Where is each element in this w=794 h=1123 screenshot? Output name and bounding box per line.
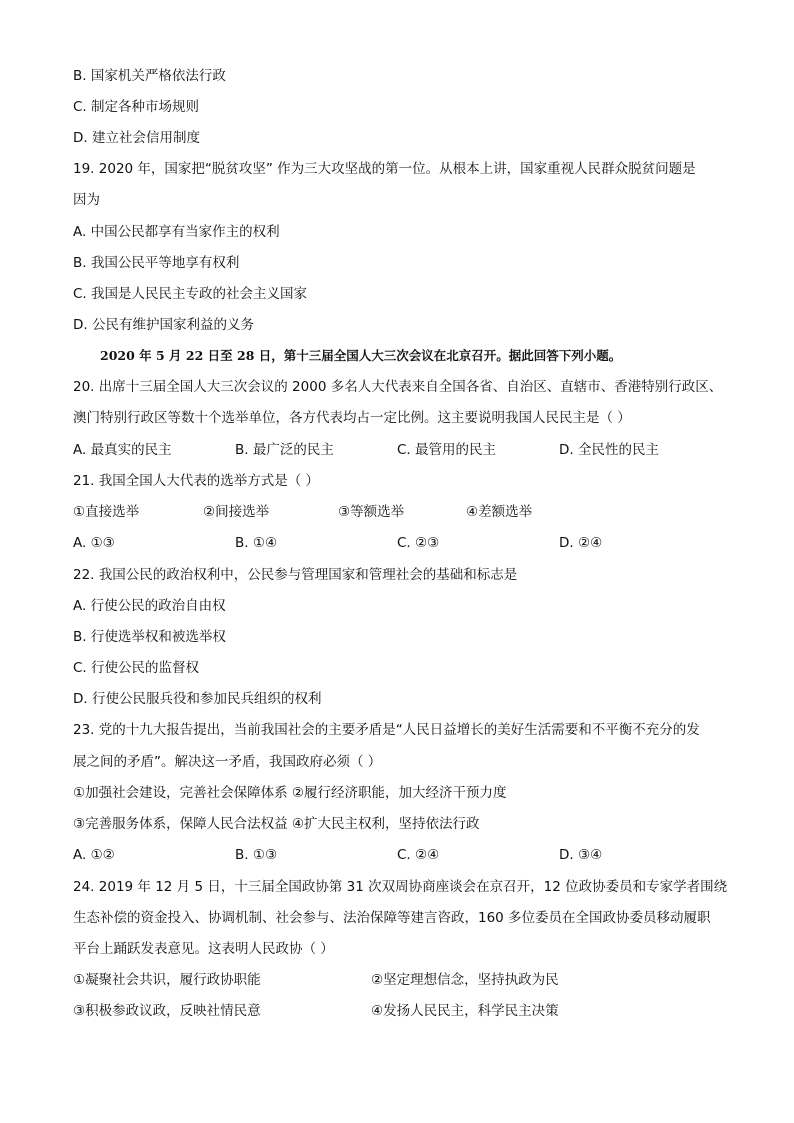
- q20-option-b: B. 最广泛的民主: [235, 442, 334, 458]
- q22-option-b: B. 行使选举权和被选举权: [73, 629, 226, 645]
- q23-option-d: D. ③④: [559, 847, 603, 863]
- q23-option-c: C. ②④: [397, 847, 440, 863]
- q22-option-d: D. 行使公民服兵役和参加民兵组织的权利: [73, 691, 322, 707]
- q24-stem: 24. 2019 年 12 月 5 日，十三届全国政协第 31 次双周协商座谈会在京召开，12 位政协委员和专家学者围绕: [73, 879, 728, 895]
- q19-option-b: B. 我国公民平等地享有权利: [73, 255, 240, 271]
- q22-option-a: A. 行使公民的政治自由权: [73, 598, 226, 614]
- q20-option-a: A. 最真实的民主: [73, 442, 172, 458]
- q23-stem-cont: 展之间的矛盾”。解决这一矛盾，我国政府必须（ ）: [73, 754, 382, 770]
- q21-item-3: ③等额选举: [338, 504, 405, 520]
- q24-items-row-2: [73, 1001, 559, 1021]
- q20-stem: 20. 出席十三届全国人大三次会议的 2000 多名人大代表来自全国各省、自治区、直辖市、香港特别行政区、: [73, 379, 723, 395]
- q21-option-d: D. ②④: [559, 535, 603, 551]
- q23-option-a: A. ①②: [73, 847, 115, 863]
- q21-option-c: C. ②③: [397, 535, 440, 551]
- q20-options: [73, 440, 659, 460]
- q21-option-a: A. ①③: [73, 535, 115, 551]
- q24-stem-cont-1: 生态补偿的资金投入、协调机制、社会参与、法治保障等建言咨政，160 多位委员在全国政协委员移动履职: [73, 910, 711, 926]
- q19-stem-cont: 因为: [73, 192, 100, 208]
- q18-option-d: D. 建立社会信用制度: [73, 130, 200, 146]
- q21-option-b: B. ①④: [235, 535, 278, 551]
- q24-item-2: ②坚定理想信念，坚持执政为民: [371, 972, 559, 988]
- q24-stem-cont-2: 平台上踊跃发表意见。这表明人民政协（ ）: [73, 941, 334, 957]
- q24-item-3: ③积极参政议政，反映社情民意: [73, 1003, 261, 1019]
- q21-item-2: ②间接选举: [203, 504, 270, 520]
- q21-options: [73, 533, 602, 553]
- q24-item-1: ①凝聚社会共识，履行政协职能: [73, 972, 261, 988]
- q23-items-1: ①加强社会建设，完善社会保障体系 ②履行经济职能，加大经济干预力度: [73, 785, 507, 801]
- q20-stem-cont: 澳门特别行政区等数十个选举单位，各方代表均占一定比例。这主要说明我国人民民主是（ ）: [73, 410, 631, 426]
- q22-stem: 22. 我国公民的政治权利中，公民参与管理国家和管理社会的基础和标志是: [73, 567, 518, 583]
- q20-option-c: C. 最管用的民主: [397, 442, 497, 458]
- q19-stem: 19. 2020 年，国家把“脱贫攻坚” 作为三大攻坚战的第一位。从根本上讲，国家重视人民群众脱贫问题是: [73, 161, 696, 177]
- q23-stem: 23. 党的十九大报告提出，当前我国社会的主要矛盾是“人民日益增长的美好生活需要和不平衡不充分的发: [73, 722, 700, 738]
- q19-option-a: A. 中国公民都享有当家作主的权利: [73, 224, 280, 240]
- q23-options: [73, 845, 602, 865]
- section-intro: 2020 年 5 月 22 日至 28 日，第十三届全国人大三次会议在北京召开。据此回答下列小题。: [100, 348, 622, 363]
- q24-item-4: ④发扬人民民主，科学民主决策: [371, 1003, 559, 1019]
- q24-items-row-1: [73, 970, 559, 990]
- q23-option-b: B. ①③: [235, 847, 278, 863]
- q19-option-d: D. 公民有维护国家利益的义务: [73, 317, 254, 333]
- q18-option-c: C. 制定各种市场规则: [73, 99, 200, 115]
- q21-item-4: ④差额选举: [466, 504, 533, 520]
- q21-items: [73, 502, 532, 522]
- q18-option-b: B. 国家机关严格依法行政: [73, 68, 226, 84]
- q20-option-d: D. 全民性的民主: [559, 442, 659, 458]
- q21-stem: 21. 我国全国人大代表的选举方式是（ ）: [73, 473, 320, 489]
- q23-items-2: ③完善服务体系，保障人民合法权益 ④扩大民主权利，坚持依法行政: [73, 816, 480, 832]
- q19-option-c: C. 我国是人民民主专政的社会主义国家: [73, 286, 308, 302]
- q22-option-c: C. 行使公民的监督权: [73, 660, 200, 676]
- q21-item-1: ①直接选举: [73, 504, 140, 520]
